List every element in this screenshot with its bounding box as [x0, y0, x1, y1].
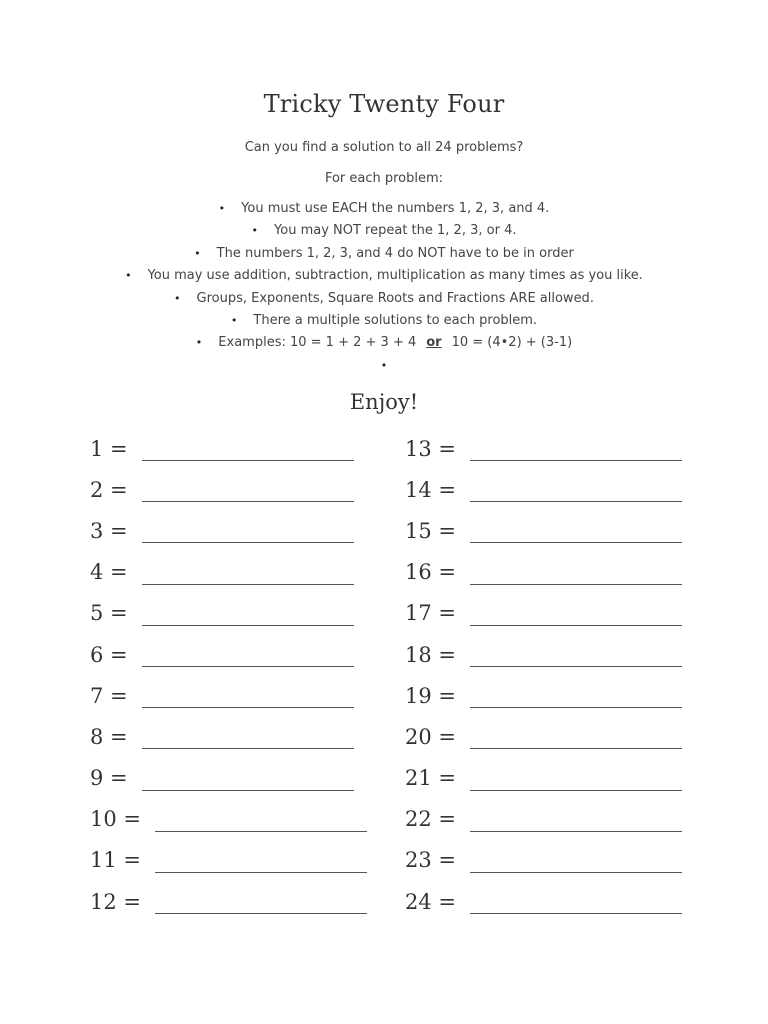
problem-row	[90, 510, 367, 551]
problem-number: 5 =	[90, 601, 128, 626]
bullet-icon: •	[380, 358, 388, 372]
instructions-heading: For each problem:	[324, 171, 444, 186]
answer-blank[interactable]	[142, 770, 354, 791]
problem-number: 14 =	[405, 477, 456, 502]
problem-row	[405, 758, 682, 799]
answer-blank[interactable]	[470, 770, 682, 791]
problem-number: 6 =	[90, 642, 128, 667]
answer-blank[interactable]	[155, 893, 367, 914]
answer-blank[interactable]	[142, 687, 354, 708]
problems-column-right	[405, 428, 682, 922]
problem-number: 3 =	[90, 518, 128, 543]
problem-number: 15 =	[405, 518, 456, 543]
problem-number: 19 =	[405, 683, 456, 708]
problem-row	[405, 716, 682, 757]
answer-blank[interactable]	[470, 811, 682, 832]
answer-blank[interactable]	[142, 481, 354, 502]
problem-number: 22 =	[405, 807, 456, 832]
examples-prefix: Examples: 10 = 1 + 2 + 3 + 4	[218, 335, 417, 351]
answer-blank[interactable]	[470, 522, 682, 543]
answer-blank[interactable]	[142, 564, 354, 585]
problem-row	[405, 881, 682, 922]
problem-row	[405, 552, 682, 593]
answer-blank[interactable]	[142, 522, 354, 543]
problem-number: 9 =	[90, 766, 128, 791]
problem-row	[90, 675, 367, 716]
problem-number: 4 =	[90, 560, 128, 585]
problem-number: 16 =	[405, 560, 456, 585]
bullet-icon: •	[230, 313, 238, 327]
examples-or: or	[426, 335, 442, 351]
answer-blank[interactable]	[470, 646, 682, 667]
answer-blank[interactable]	[470, 440, 682, 461]
subtitle: Can you find a solution to all 24 problems?	[244, 140, 524, 155]
problem-row	[90, 799, 367, 840]
answer-blank[interactable]	[155, 811, 367, 832]
problem-row	[90, 758, 367, 799]
rule-item	[0, 243, 768, 265]
problem-number: 7 =	[90, 683, 128, 708]
rule-text: You may NOT repeat the 1, 2, 3, or 4.	[274, 223, 517, 239]
bullet-icon: •	[194, 246, 201, 260]
problem-number: 2 =	[90, 477, 128, 502]
bullet-icon: •	[251, 224, 259, 238]
answer-blank[interactable]	[470, 893, 682, 914]
examples-suffix: 10 = (4•2) + (3-1)	[451, 335, 573, 351]
problem-row	[405, 634, 682, 675]
problem-number: 10 =	[90, 807, 141, 832]
problems-column-left	[90, 428, 367, 922]
answer-blank[interactable]	[142, 646, 354, 667]
problem-number: 17 =	[405, 601, 456, 626]
answer-blank[interactable]	[470, 605, 682, 626]
problem-row	[90, 881, 367, 922]
rule-item	[0, 288, 768, 310]
problem-number: 12 =	[90, 889, 141, 914]
problem-row	[405, 799, 682, 840]
problem-row	[405, 675, 682, 716]
rule-item	[0, 265, 768, 287]
problem-row	[90, 840, 367, 881]
examples-item	[0, 332, 768, 354]
answer-blank[interactable]	[142, 605, 354, 626]
problem-number: 13 =	[405, 436, 456, 461]
answer-blank[interactable]	[470, 687, 682, 708]
problem-row	[90, 469, 367, 510]
rule-text: There a multiple solutions to each problem.	[253, 312, 538, 328]
rule-text: Groups, Exponents, Square Roots and Fractions ARE allowed.	[196, 290, 594, 306]
problem-number: 20 =	[405, 724, 456, 749]
answer-blank[interactable]	[470, 481, 682, 502]
page-title: Tricky Twenty Four	[263, 90, 505, 118]
problem-number: 8 =	[90, 724, 128, 749]
answer-blank[interactable]	[142, 440, 354, 461]
problem-row	[90, 552, 367, 593]
problem-row	[405, 840, 682, 881]
problem-number: 18 =	[405, 642, 456, 667]
answer-blank[interactable]	[142, 728, 354, 749]
problem-number: 23 =	[405, 848, 456, 873]
bullet-icon: •	[125, 269, 132, 283]
rule-item	[0, 220, 768, 242]
problem-row	[405, 593, 682, 634]
empty-rule-item	[0, 355, 768, 377]
bullet-icon: •	[195, 336, 203, 350]
answer-blank[interactable]	[155, 852, 367, 873]
rule-item	[0, 310, 768, 332]
problem-row	[405, 428, 682, 469]
problems-grid	[0, 428, 768, 928]
rule-text: You may use addition, subtraction, multiplication as many times as you like.	[147, 268, 643, 284]
problem-number: 21 =	[405, 766, 456, 791]
problem-number: 1 =	[90, 436, 128, 461]
problem-row	[90, 716, 367, 757]
answer-blank[interactable]	[470, 852, 682, 873]
rules-list	[0, 198, 768, 377]
rule-item	[0, 198, 768, 220]
problem-row	[405, 469, 682, 510]
bullet-icon: •	[218, 202, 226, 215]
answer-blank[interactable]	[470, 564, 682, 585]
problem-number: 11 =	[90, 848, 141, 873]
rule-text: The numbers 1, 2, 3, and 4 do NOT have to be in order	[216, 245, 574, 261]
problem-row	[90, 634, 367, 675]
rule-text: You must use EACH the numbers 1, 2, 3, and 4.	[241, 201, 550, 216]
problem-row	[405, 510, 682, 551]
answer-blank[interactable]	[470, 728, 682, 749]
bullet-icon: •	[174, 291, 181, 305]
problem-row	[90, 593, 367, 634]
enjoy-heading: Enjoy!	[349, 390, 419, 414]
problem-row	[90, 428, 367, 469]
problem-number: 24 =	[405, 889, 456, 914]
